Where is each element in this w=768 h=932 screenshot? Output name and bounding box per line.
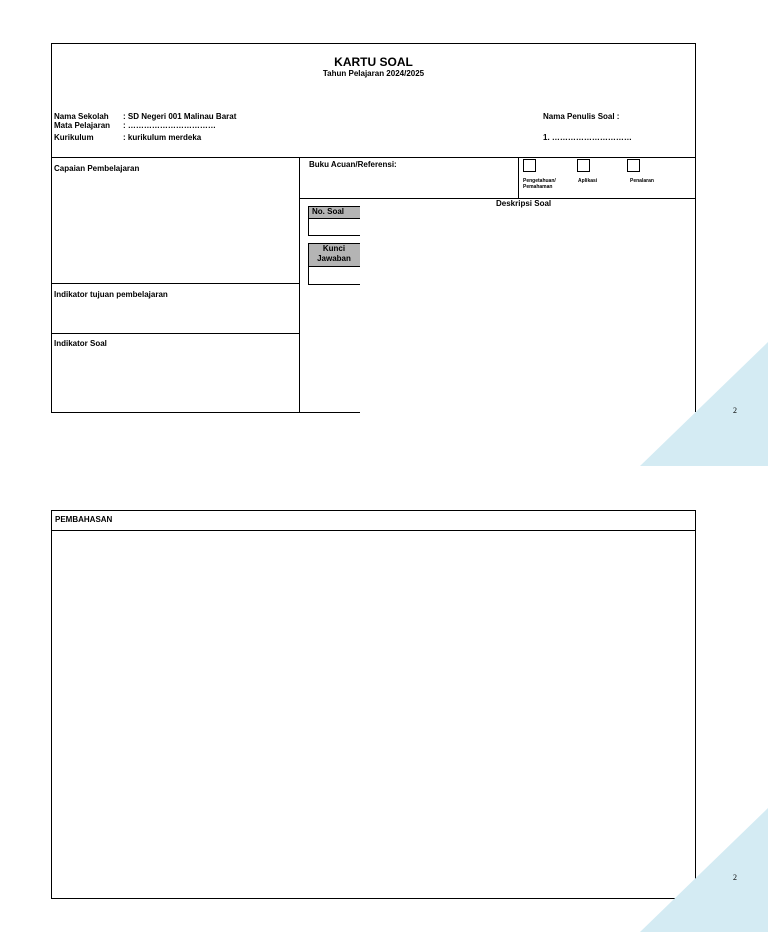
curriculum-label: Kurikulum — [54, 133, 94, 142]
decorative-triangle-top — [640, 342, 768, 466]
answer-key-field[interactable] — [308, 266, 360, 285]
school-value: : SD Negeri 001 Malinau Barat — [123, 112, 237, 121]
level-checkbox-penalaran[interactable] — [627, 159, 640, 172]
question-number-label: No. Soal — [312, 207, 345, 216]
answer-key-label-1: Kunci — [322, 244, 346, 253]
decorative-triangle-bottom — [640, 808, 768, 932]
writer-label: Nama Penulis Soal : — [543, 112, 620, 121]
capaian-divider — [51, 283, 300, 284]
pembahasan-border-bottom — [51, 898, 696, 899]
level-label-penalaran: Penalaran — [630, 178, 654, 184]
pembahasan-label: PEMBAHASAN — [55, 515, 113, 524]
subject-label: Mata Pelajaran — [54, 121, 111, 130]
card-border-left — [51, 43, 52, 413]
card-border-top — [51, 43, 696, 44]
level-checkbox-pengetahuan[interactable] — [523, 159, 536, 172]
pembahasan-border-top — [51, 510, 696, 511]
learning-indicator-label: Indikator tujuan pembelajaran — [54, 290, 168, 299]
curriculum-value: : kurikulum merdeka — [123, 133, 202, 142]
pembahasan-border-left — [51, 510, 52, 899]
card-year: Tahun Pelajaran 2024/2025 — [322, 69, 425, 78]
subject-value: : …………………………… — [123, 121, 216, 130]
writer-value: 1. ………………………… — [543, 133, 632, 142]
answer-key-label-2: Jawaban — [317, 254, 351, 263]
question-indicator-label: Indikator Soal — [54, 339, 107, 348]
header-divider — [51, 157, 696, 158]
indikator-divider — [51, 333, 300, 334]
page-number-bottom: 2 — [733, 873, 737, 882]
question-number-field[interactable] — [308, 218, 360, 236]
page-number-top: 2 — [733, 406, 737, 415]
capaian-label: Capaian Pembelajaran — [54, 164, 140, 173]
pembahasan-header-divider — [51, 530, 696, 531]
reference-label: Buku Acuan/Referensi: — [309, 160, 397, 169]
level-checkbox-aplikasi[interactable] — [577, 159, 590, 172]
column-divider — [299, 157, 300, 413]
school-label: Nama Sekolah — [54, 112, 109, 121]
level-label-aplikasi: Aplikasi — [578, 178, 598, 184]
card-title: KARTU SOAL — [334, 55, 413, 69]
level-cell-divider — [518, 157, 519, 199]
level-label-pengetahuan: Pengetahuan/ Pemahaman — [523, 178, 556, 190]
card-border-bottom — [51, 412, 360, 413]
description-label: Deskripsi Soal — [496, 199, 552, 208]
